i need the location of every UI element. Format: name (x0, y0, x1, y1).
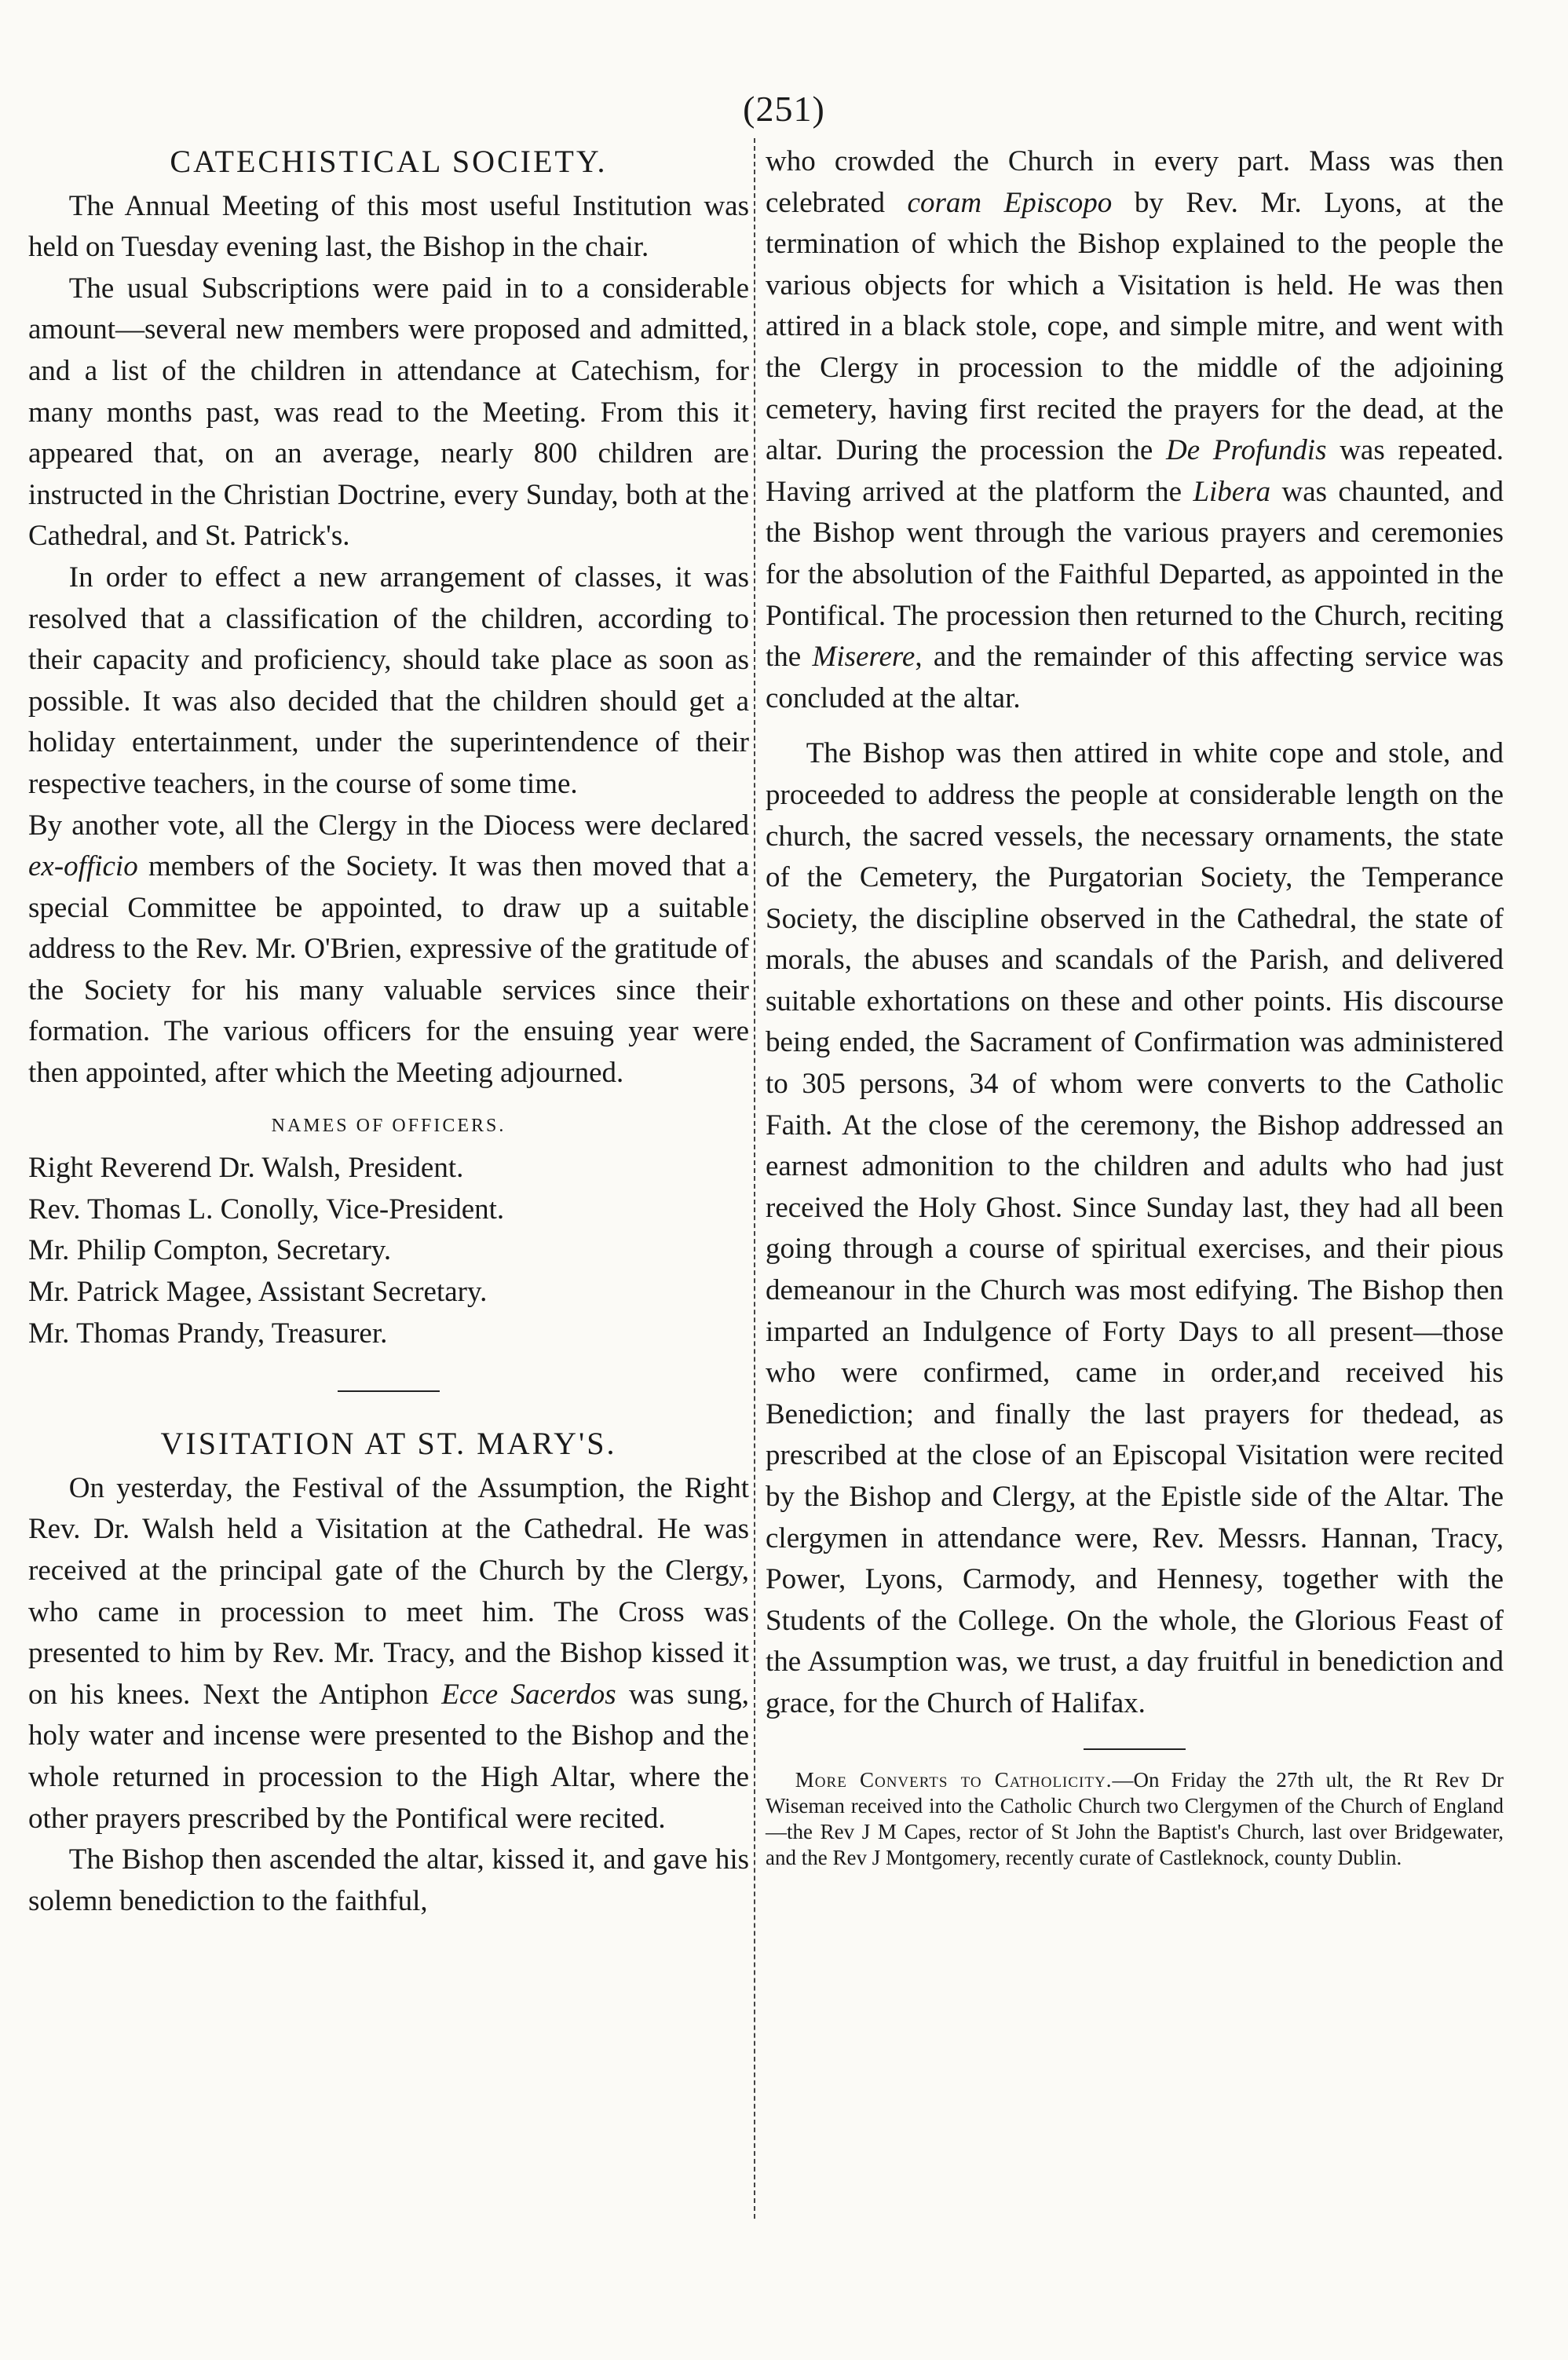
right-paragraph-2: The Bishop was then attired in white cope and stole, and proceeded to address the people at considerable length on the church, the sacred vessels, the necessary ornaments, the state of the Cemetery, the Purgatorian Society, the Temperance Society, the discipline observed in the Cathedral, the state of morals, the abuses and scandals of the Parish, and delivered suitable exhortations on these and other points. His discourse being ended, the Sacrament of Confirmation was administered to 305 persons, 34 of whom were converts to the Catholic Faith. At the close of the ceremony, the Bishop addressed an earnest admonition to the children and adults who had just received the Holy Ghost. Since Sunday last, they had all been going through a course of spiritual exercises, and their pious demeanour in the Church was most edifying. The Bishop then imparted an Indulgence of Forty Days to all present—those who were confirmed, came in order,and received his Benediction; and finally the last prayers for thedead, as prescribed at the close of an Episcopal Visitation were recited by the Bishop and Clergy, at the Epistle side of the Altar. The clergymen in attendance were, Rev. Messrs. Hannan, Tracy, Power, Lyons, Carmody, and Hennesy, together with the Students of the College. On the whole, the Glorious Feast of the Assumption was, we trust, a day fruitful in benediction and grace, for the Church of Halifax. (766, 737, 1504, 1719)
converts-note (766, 1767, 1504, 1871)
catechistical-paragraph-1: The Annual Meeting of this most useful Institution was held on Tuesday evening last, the Bishop in the chair. (28, 189, 749, 264)
page-number: (251) (743, 89, 825, 129)
section-divider (338, 1390, 440, 1392)
right-paragraph-1 (766, 141, 1504, 719)
r1-text-c: was repeated. Having arrived at the platform the (766, 434, 1504, 508)
v1-text-a: On yesterday, the Festival of the Assumption, the Right Rev. Dr. Walsh held a Visitation at the Cathedral. He was received at the principal gate of the Church by the Clergy, who came in procession to meet him. The Cross was presented to him by Rev. Mr. Tracy, and the Bishop kissed it on his knees. Next the Antiphon (28, 1471, 749, 1711)
officer-item: Mr. Philip Compton, Secretary. (28, 1234, 392, 1267)
note-divider (1084, 1748, 1186, 1750)
officer-item: Mr. Patrick Magee, Assistant Secretary. (28, 1276, 488, 1309)
visitation-paragraph-1 (28, 1468, 749, 1839)
p4-text-a: By another vote, all the Clergy in the Diocess were declared (28, 809, 749, 842)
left-column (28, 141, 749, 1922)
r1-text-d: was chaunted, and the Bishop went through the various prayers and ceremonies for the absolution of the Faithful Departed, as appointed in the Pontifical. The procession then returned to the Church, reciting the (766, 475, 1504, 674)
r1-italic-4: Miserere (812, 641, 916, 674)
catechistical-paragraph-3: In order to effect a new arrangement of classes, it was resolved that a classification of the children, according to their capacity and proficiency, should take place as soon as possible. It was also decided that the children should get a holiday entertainment, under the superintendence of their respective teachers, in the course of some time. (28, 561, 749, 800)
r1-text-e: , and the remainder of this affecting service was concluded at the altar. (766, 641, 1504, 714)
catechistical-paragraph-4 (28, 806, 749, 1094)
p4-text-b: members of the Society. It was then moved that a special Committee be appointed, to draw up a suitable address to the Rev. Mr. O'Brien, expressive of the gratitude of the Society for his many valuable services since their formation. The various officers for the ensuing year were then appointed, after which the Meeting adjourned. (28, 850, 749, 1090)
v1-italic: Ecce Sacerdos (441, 1678, 616, 1711)
note-body: —On Friday the 27th ult, the Rt Rev Dr Wiseman received into the Catholic Church two Clergymen of the Church of England—the Rev J M Capes, rector of St John the Baptist's Church, last over Bridgewater, and the Rev J Montgomery, recently curate of Castleknock, county Dublin. (766, 1767, 1504, 1869)
visitation-paragraph-2: The Bishop then ascended the altar, kissed it, and gave his solemn benediction to the faithful, (28, 1843, 749, 1917)
officers-title: NAMES OF OFFICERS. (271, 1115, 506, 1136)
r1-italic-3: Libera (1193, 475, 1271, 508)
v1-text-b: was sung, holy water and incense were presented to the Bishop and the whole returned in procession to the High Altar, where the other prayers prescribed by the Pontifical were recited. (28, 1678, 749, 1835)
officer-item: Right Reverend Dr. Walsh, President. (28, 1152, 464, 1185)
p4-italic: ex-officio (28, 850, 138, 883)
officer-item: Mr. Thomas Prandy, Treasurer. (28, 1317, 388, 1350)
r1-italic-2: De Profundis (1166, 434, 1327, 467)
right-column (766, 141, 1504, 1871)
r1-text-b: by Rev. Mr. Lyons, at the termination of which the Bishop explained to the people the various objects for which a Visitation is held. He was then attired in a black stole, cope, and simple mitre, and went with the Clergy in procession to the middle of the adjoining cemetery, having first recited the prayers for the dead, at the altar. During the procession the (766, 186, 1504, 467)
r1-italic-1: coram Episcopo (907, 186, 1113, 219)
note-lead: More Converts to Catholicity. (795, 1767, 1113, 1792)
catechistical-paragraph-2: The usual Subscriptions were paid in to a considerable amount—several new members were proposed and admitted, and a list of the children in attendance at Catechism, for many months past, was read to the Meeting. From this it appeared that, on an average, nearly 800 children are instructed in the Christian Doctrine, every Sunday, both at the Cathedral, and St. Patrick's. (28, 272, 749, 553)
officers-list (28, 1148, 749, 1354)
column-divider (754, 138, 755, 2219)
catechistical-heading: CATECHISTICAL SOCIETY. (170, 144, 608, 179)
r1-text-a: who crowded the Church in every part. Mass was then celebrated (766, 145, 1504, 219)
officer-item: Rev. Thomas L. Conolly, Vice-President. (28, 1193, 505, 1226)
visitation-heading: VISITATION AT ST. MARY'S. (160, 1426, 617, 1462)
